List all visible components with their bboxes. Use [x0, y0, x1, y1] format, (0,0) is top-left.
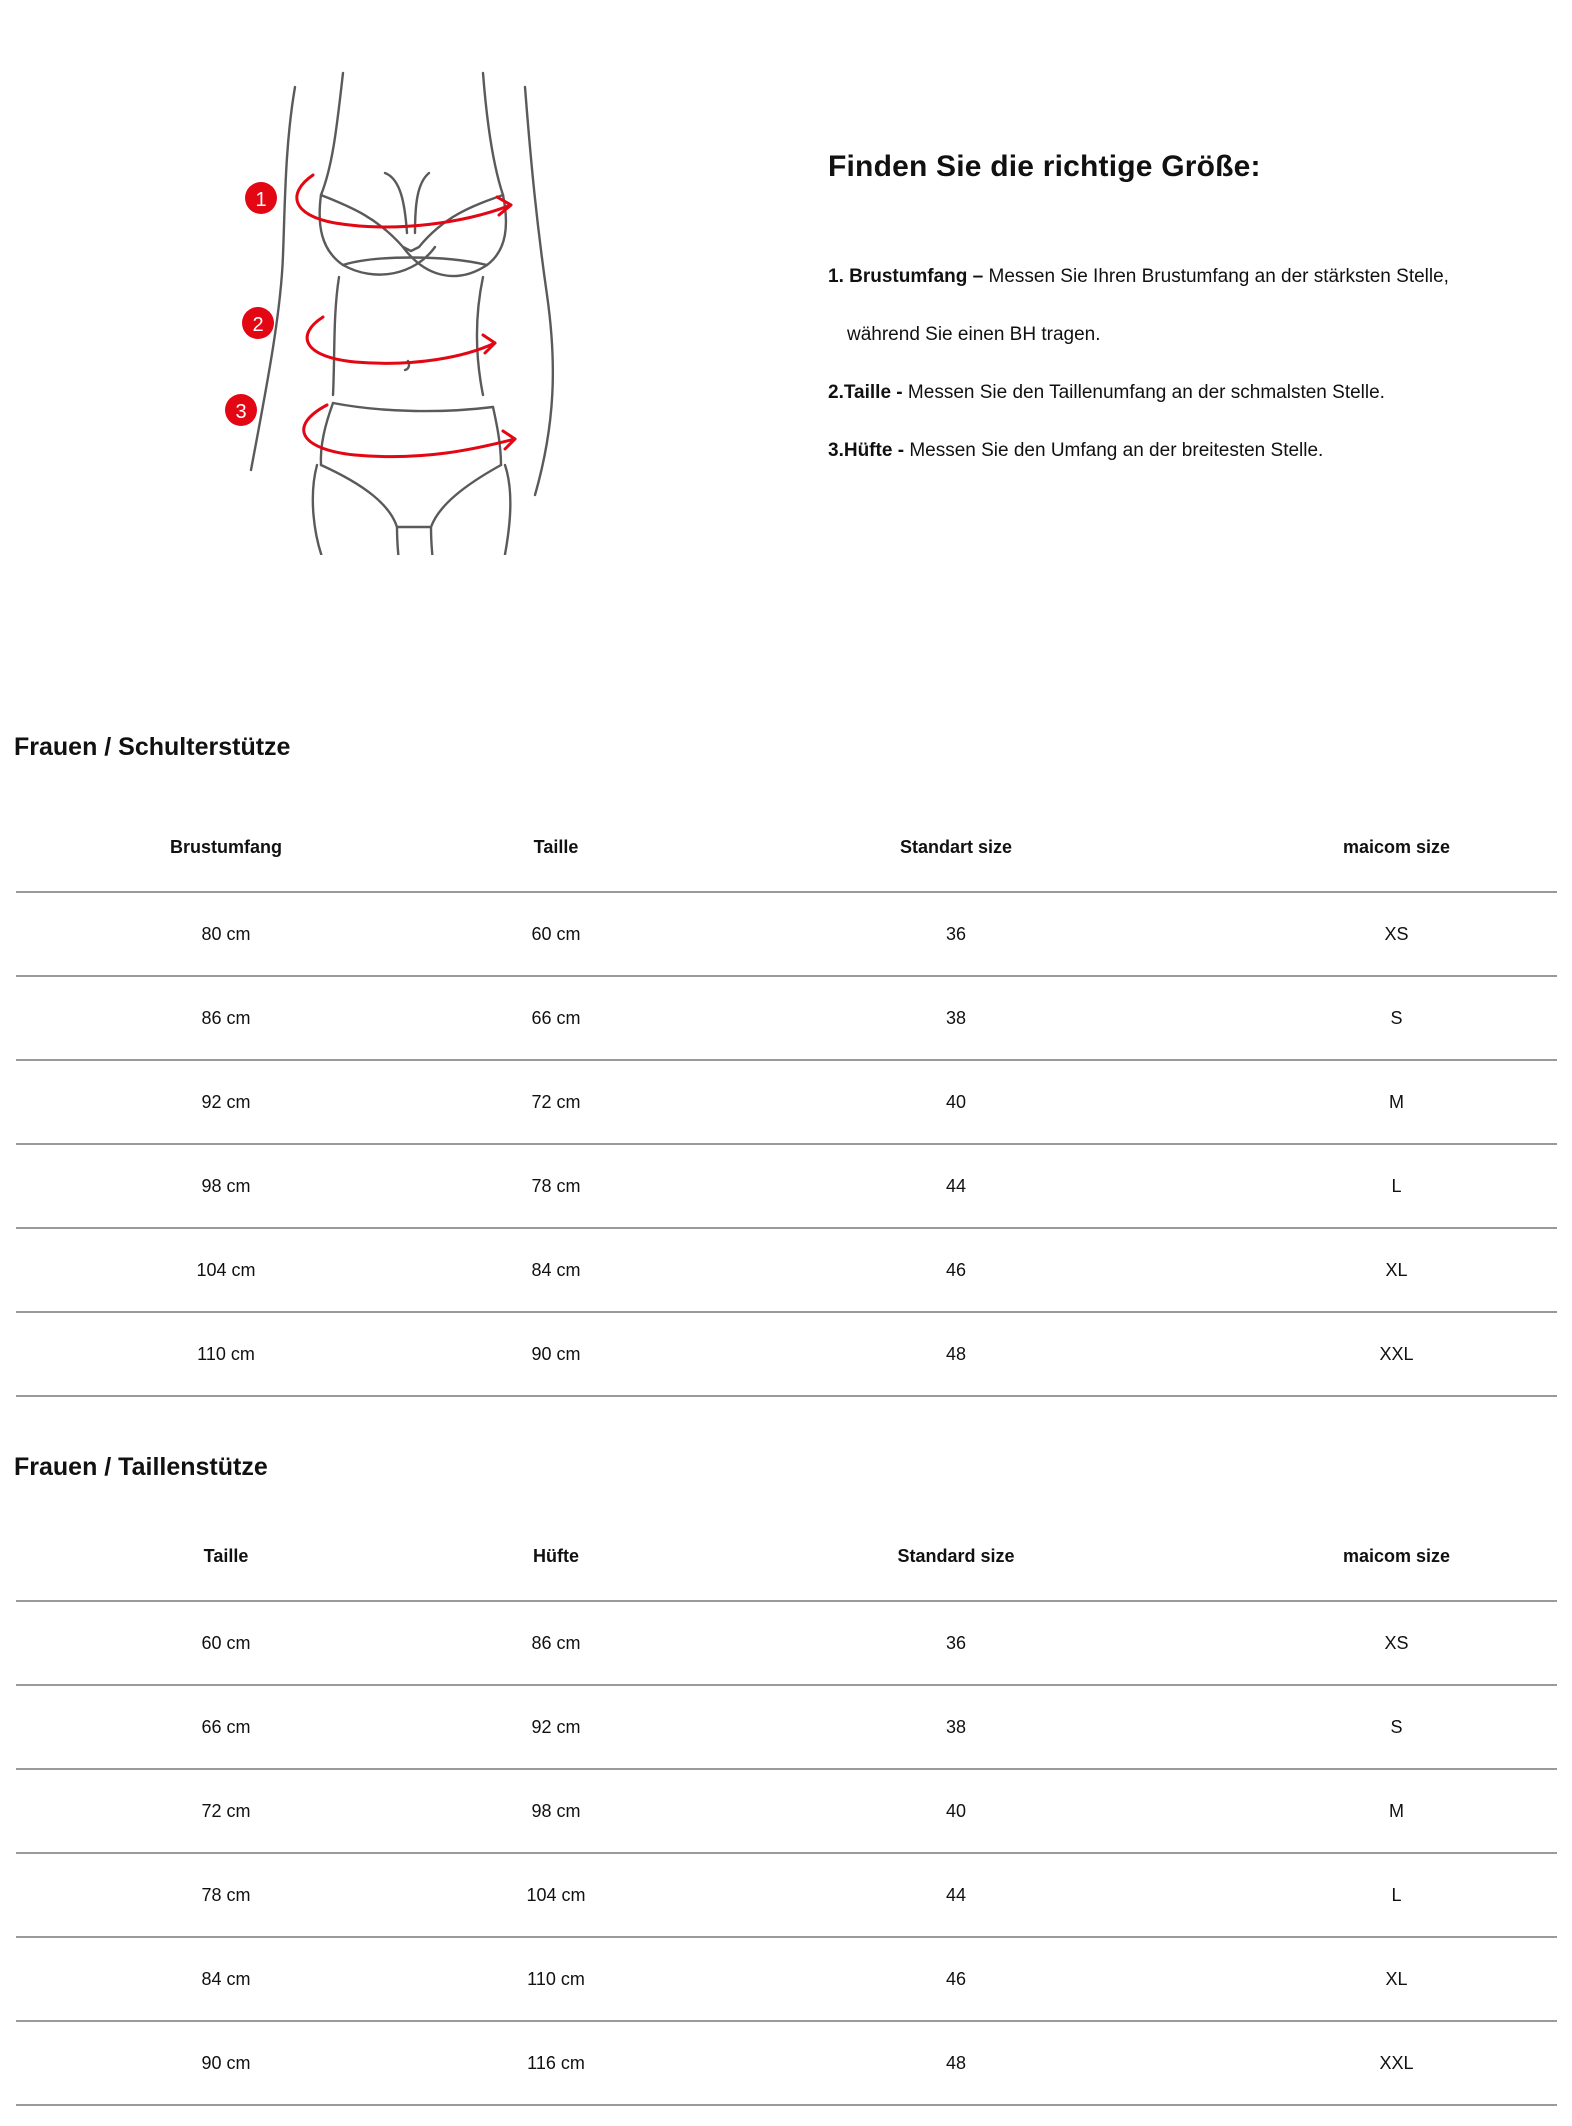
marker-2 [242, 307, 274, 339]
table-cell: 46 [676, 1228, 1236, 1312]
table-cell: 98 cm [16, 1144, 436, 1228]
table-1-title: Frauen / Schulterstütze [14, 733, 291, 761]
guide-title: Finden Sie die richtige Größe: [828, 150, 1261, 183]
table-row [16, 2021, 1557, 2105]
step-3-number: 3. [828, 440, 844, 461]
table-cell: 84 cm [16, 1937, 436, 2021]
marker-3-label: 3 [235, 401, 247, 423]
step-2-text: Messen Sie den Taillenumfang an der schmalsten Stelle. [907, 382, 1385, 403]
column-header: Standard size [676, 1512, 1236, 1601]
table-cell: XXL [1236, 2021, 1557, 2105]
table-cell: 38 [676, 976, 1236, 1060]
table-header-row [16, 803, 1557, 892]
table-cell: 36 [676, 1601, 1236, 1685]
step-1-separator: – [967, 266, 989, 287]
table-cell: 110 cm [436, 1937, 676, 2021]
table-cell: 104 cm [16, 1228, 436, 1312]
table-row [16, 1228, 1557, 1312]
table-cell: XS [1236, 1601, 1557, 1685]
step-3-separator: - [892, 440, 910, 461]
table-cell: 40 [676, 1060, 1236, 1144]
table-cell: 38 [676, 1685, 1236, 1769]
column-header: Taille [436, 803, 676, 892]
step-1-term: Brustumfang [849, 266, 968, 287]
step-1-number: 1. [828, 266, 844, 287]
table-cell: 110 cm [16, 1312, 436, 1396]
size-table-shoulder-support [16, 803, 1557, 1397]
table-cell: S [1236, 976, 1557, 1060]
table-cell: L [1236, 1853, 1557, 1937]
step-1-text: Messen Sie Ihren Brustumfang an der stärksten Stelle, [988, 266, 1449, 287]
marker-1 [245, 182, 277, 214]
table-cell: 90 cm [436, 1312, 676, 1396]
column-header: Taille [16, 1512, 436, 1601]
table-cell: 86 cm [436, 1601, 676, 1685]
table-cell: 92 cm [436, 1685, 676, 1769]
table-cell: 80 cm [16, 892, 436, 976]
table-row [16, 1312, 1557, 1396]
table-2-title: Frauen / Taillenstütze [14, 1453, 268, 1481]
table-header-row [16, 1512, 1557, 1601]
table-cell: 46 [676, 1937, 1236, 2021]
table-cell: 60 cm [436, 892, 676, 976]
table-cell: L [1236, 1144, 1557, 1228]
table-row [16, 976, 1557, 1060]
table-cell: 48 [676, 1312, 1236, 1396]
table-cell: 48 [676, 2021, 1236, 2105]
table-cell: 40 [676, 1769, 1236, 1853]
table-cell: XS [1236, 892, 1557, 976]
table-row [16, 1685, 1557, 1769]
step-2-term: Taille [843, 382, 892, 403]
step-2-separator: - [891, 382, 908, 403]
table-cell: 44 [676, 1144, 1236, 1228]
table-cell: 86 cm [16, 976, 436, 1060]
step-2-number: 2. [828, 382, 844, 403]
table-cell: XL [1236, 1228, 1557, 1312]
table-cell: 104 cm [436, 1853, 676, 1937]
table-cell: 44 [676, 1853, 1236, 1937]
table-row [16, 1144, 1557, 1228]
marker-1-label: 1 [255, 189, 267, 211]
step-1-text-continued: während Sie einen BH tragen. [847, 324, 1101, 345]
table-cell: 36 [676, 892, 1236, 976]
step-3-text: Messen Sie den Umfang an der breitesten Stelle. [909, 440, 1324, 461]
table-row [16, 1937, 1557, 2021]
guide-step-3 [828, 438, 1528, 464]
table-row [16, 1853, 1557, 1937]
column-header: Hüfte [436, 1512, 676, 1601]
marker-2-label: 2 [252, 314, 264, 336]
table-cell: 98 cm [436, 1769, 676, 1853]
step-3-term: Hüfte [843, 440, 893, 461]
table-cell: 60 cm [16, 1601, 436, 1685]
table-cell: 90 cm [16, 2021, 436, 2105]
body-measurement-illustration [225, 65, 585, 555]
size-table-waist-support [16, 1512, 1557, 2106]
table-row [16, 892, 1557, 976]
table-cell: 116 cm [436, 2021, 676, 2105]
table-cell: 78 cm [16, 1853, 436, 1937]
table-cell: 66 cm [436, 976, 676, 1060]
table-cell: 78 cm [436, 1144, 676, 1228]
table-cell: 66 cm [16, 1685, 436, 1769]
table-row [16, 1601, 1557, 1685]
table-cell: S [1236, 1685, 1557, 1769]
marker-3 [225, 394, 257, 426]
guide-step-1 [828, 264, 1528, 290]
table-cell: M [1236, 1060, 1557, 1144]
table-cell: XXL [1236, 1312, 1557, 1396]
table-cell: 72 cm [436, 1060, 676, 1144]
column-header: maicom size [1236, 803, 1557, 892]
column-header: maicom size [1236, 1512, 1557, 1601]
guide-step-1-continued [828, 322, 1528, 348]
measurement-guide [828, 150, 1528, 464]
guide-step-2 [828, 380, 1528, 406]
table-cell: 84 cm [436, 1228, 676, 1312]
column-header: Brustumfang [16, 803, 436, 892]
table-row [16, 1769, 1557, 1853]
table-row [16, 1060, 1557, 1144]
table-cell: 72 cm [16, 1769, 436, 1853]
table-cell: 92 cm [16, 1060, 436, 1144]
body-outline-drawing [225, 65, 585, 555]
column-header: Standart size [676, 803, 1236, 892]
table-cell: XL [1236, 1937, 1557, 2021]
table-cell: M [1236, 1769, 1557, 1853]
